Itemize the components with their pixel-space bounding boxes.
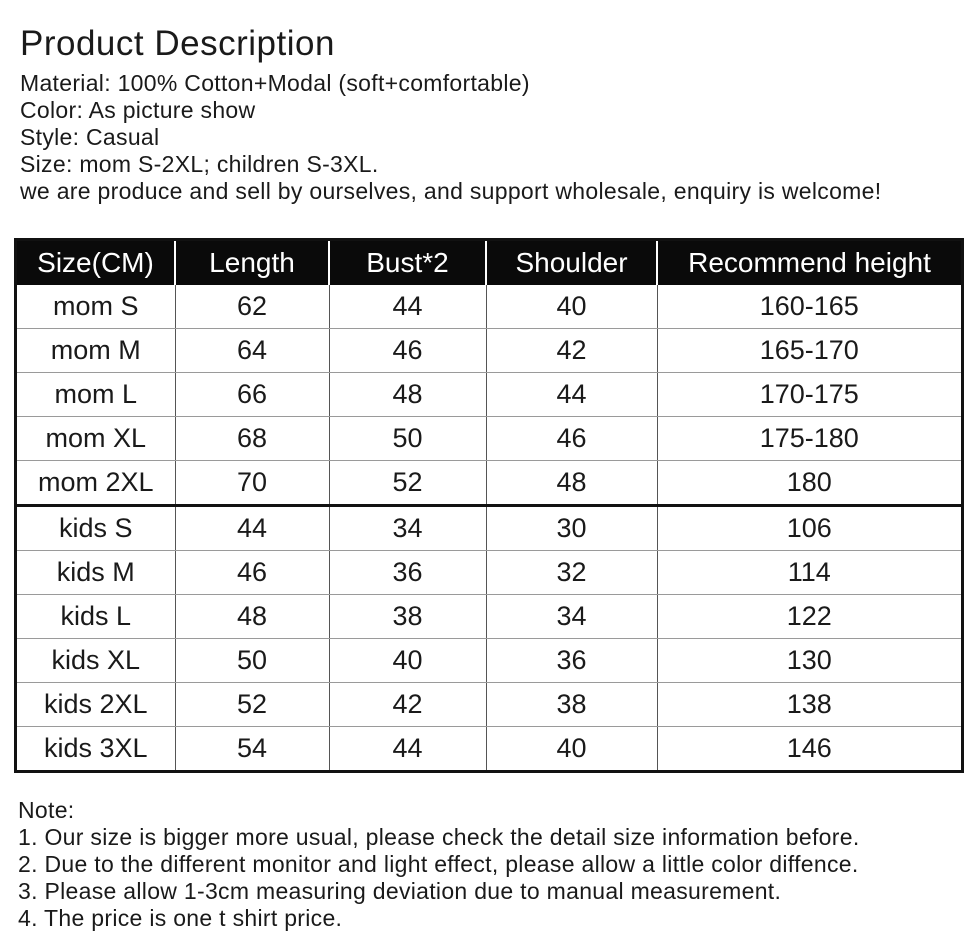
table-row bbox=[16, 461, 963, 506]
table-header-row bbox=[16, 240, 963, 286]
cell-length: 52 bbox=[175, 683, 329, 727]
cell-height: 122 bbox=[657, 595, 963, 639]
cell-shoulder: 30 bbox=[486, 506, 657, 551]
cell-bust: 46 bbox=[329, 329, 486, 373]
cell-shoulder: 36 bbox=[486, 639, 657, 683]
page-title: Product Description bbox=[20, 24, 335, 63]
cell-height: 146 bbox=[786, 733, 832, 763]
cell-length: 48 bbox=[175, 595, 329, 639]
cell-size: mom 2XL bbox=[16, 461, 176, 506]
cell-length: 66 bbox=[175, 373, 329, 417]
size-chart-table bbox=[14, 238, 964, 773]
header-bust: Bust*2 bbox=[329, 240, 486, 286]
cell-length: 46 bbox=[175, 551, 329, 595]
cell-shoulder: 46 bbox=[486, 417, 657, 461]
cell-length: 62 bbox=[175, 285, 329, 329]
table-row bbox=[16, 373, 963, 417]
note-item: 4. The price is one t shirt price. bbox=[18, 905, 343, 931]
cell-height: 165-170 bbox=[657, 329, 963, 373]
cell-height: 160-165 bbox=[657, 285, 963, 329]
cell-height: 180 bbox=[657, 461, 963, 506]
cell-bust: 42 bbox=[329, 683, 486, 727]
cell-height: 138 bbox=[657, 683, 963, 727]
header-recommend-height: Recommend height bbox=[657, 240, 963, 286]
cell-size: mom XL bbox=[16, 417, 176, 461]
cell-bust: 44 bbox=[329, 285, 486, 329]
cell-length: 54 bbox=[175, 727, 329, 772]
cell-height: 114 bbox=[657, 551, 963, 595]
cell-length: 50 bbox=[175, 639, 329, 683]
table-row bbox=[16, 417, 963, 461]
table-row bbox=[16, 551, 963, 595]
cell-shoulder: 34 bbox=[486, 595, 657, 639]
cell-shoulder: 40 bbox=[486, 727, 657, 772]
header-length: Length bbox=[175, 240, 329, 286]
cell-bust: 40 bbox=[329, 639, 486, 683]
table-row bbox=[16, 683, 963, 727]
cell-size: kids L bbox=[16, 595, 176, 639]
cell-bust: 34 bbox=[329, 506, 486, 551]
cell-height: 170-175 bbox=[657, 373, 963, 417]
table-row bbox=[16, 639, 963, 683]
notes-heading: Note: bbox=[18, 797, 75, 823]
cell-bust: 44 bbox=[329, 727, 486, 772]
cell-length: 68 bbox=[175, 417, 329, 461]
cell-length: 64 bbox=[175, 329, 329, 373]
cell-size: mom M bbox=[16, 329, 176, 373]
cell-shoulder: 32 bbox=[486, 551, 657, 595]
table-row bbox=[16, 727, 963, 772]
cell-bust: 50 bbox=[329, 417, 486, 461]
note-item: 1. Our size is bigger more usual, please check the detail size information before. bbox=[18, 824, 860, 850]
note-item: 3. Please allow 1-3cm measuring deviation due to manual measurement. bbox=[18, 878, 782, 904]
cell-size: kids S bbox=[16, 506, 176, 551]
cell-size: mom S bbox=[16, 285, 176, 329]
cell-size: kids XL bbox=[16, 639, 176, 683]
cell-shoulder: 48 bbox=[486, 461, 657, 506]
cell-length: 44 bbox=[175, 506, 329, 551]
cell-length: 70 bbox=[175, 461, 329, 506]
table-row bbox=[16, 285, 963, 329]
table-row bbox=[16, 595, 963, 639]
material-line: Material: 100% Cotton+Modal (soft+comfortable) bbox=[20, 70, 530, 96]
cell-bust: 38 bbox=[329, 595, 486, 639]
cell-shoulder: 38 bbox=[486, 683, 657, 727]
cell-shoulder: 40 bbox=[486, 285, 657, 329]
size-line: Size: mom S-2XL; children S-3XL. bbox=[20, 151, 379, 177]
table-row bbox=[16, 506, 963, 551]
cell-size: kids 2XL bbox=[16, 683, 176, 727]
style-line: Style: Casual bbox=[20, 124, 160, 150]
cell-size: mom L bbox=[16, 373, 176, 417]
product-details bbox=[20, 70, 881, 205]
cell-shoulder: 42 bbox=[486, 329, 657, 373]
header-size: Size(CM) bbox=[16, 240, 176, 286]
cell-bust: 36 bbox=[329, 551, 486, 595]
wholesale-line: we are produce and sell by ourselves, and support wholesale, enquiry is welcome! bbox=[20, 178, 882, 204]
cell-size: kids 3XL bbox=[16, 727, 176, 772]
cell-shoulder: 44 bbox=[486, 373, 657, 417]
cell-bust: 48 bbox=[329, 373, 486, 417]
cell-height: 175-180 bbox=[657, 417, 963, 461]
cell-size: kids M bbox=[16, 551, 176, 595]
cell-height: 106 bbox=[657, 506, 963, 551]
notes-section bbox=[18, 797, 860, 932]
cell-height: 130 bbox=[657, 639, 963, 683]
color-line: Color: As picture show bbox=[20, 97, 256, 123]
cell-bust: 52 bbox=[329, 461, 486, 506]
header-shoulder: Shoulder bbox=[486, 240, 657, 286]
note-item: 2. Due to the different monitor and light effect, please allow a little color diffence. bbox=[18, 851, 859, 877]
table-row bbox=[16, 329, 963, 373]
